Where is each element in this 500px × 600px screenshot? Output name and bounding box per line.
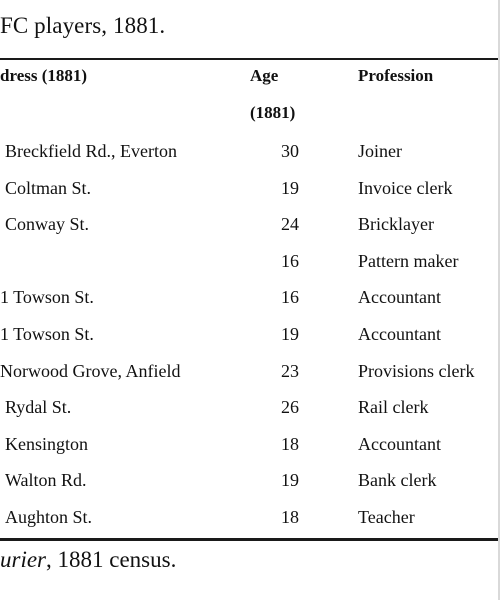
- cell-profession: Accountant: [358, 324, 441, 344]
- cell-profession: Bricklayer: [358, 214, 434, 234]
- cell-address: Walton Rd.: [5, 470, 87, 490]
- header-address: dress (1881): [0, 66, 88, 85]
- cell-profession: Pattern maker: [358, 251, 459, 271]
- cell-age: 30: [281, 141, 299, 161]
- cell-age: 19: [281, 470, 299, 490]
- cell-address: Norwood Grove, Anfield: [0, 361, 181, 381]
- cell-address: Conway St.: [5, 214, 90, 234]
- cell-profession: Joiner: [358, 141, 402, 161]
- source-rest: , 1881 census.: [46, 547, 177, 572]
- cell-address: Kensington: [5, 434, 88, 454]
- cell-age: 23: [281, 361, 299, 381]
- cell-address: Coltman St.: [5, 178, 92, 198]
- cell-age: 18: [281, 507, 299, 527]
- cell-profession: Rail clerk: [358, 397, 429, 417]
- cell-address: 1 Towson St.: [0, 324, 94, 344]
- cell-age: 16: [281, 251, 299, 271]
- table-source: [0, 547, 176, 573]
- header-age: Age: [250, 66, 279, 85]
- cell-age: 19: [281, 324, 299, 344]
- top-rule: [0, 58, 500, 60]
- cell-age: 16: [281, 287, 299, 307]
- cell-age: 24: [281, 214, 299, 234]
- cell-profession: Accountant: [358, 287, 441, 307]
- cell-profession: Teacher: [358, 507, 415, 527]
- cell-age: 18: [281, 434, 299, 454]
- bottom-rule: [0, 538, 500, 541]
- cell-profession: Accountant: [358, 434, 441, 454]
- cell-profession: Provisions clerk: [358, 361, 475, 381]
- cell-age: 26: [281, 397, 299, 417]
- source-italic: urier: [0, 547, 46, 572]
- cell-age: 19: [281, 178, 299, 198]
- cell-profession: Bank clerk: [358, 470, 437, 490]
- table-caption: FC players, 1881.: [0, 13, 166, 38]
- cell-profession: Invoice clerk: [358, 178, 453, 198]
- cell-address: Aughton St.: [5, 507, 93, 527]
- cell-address: Breckfield Rd., Everton: [5, 141, 177, 161]
- cell-address: Rydal St.: [5, 397, 72, 417]
- cell-address: 1 Towson St.: [0, 287, 94, 307]
- header-profession: Profession: [358, 66, 434, 85]
- header-age-year: (1881): [250, 103, 296, 122]
